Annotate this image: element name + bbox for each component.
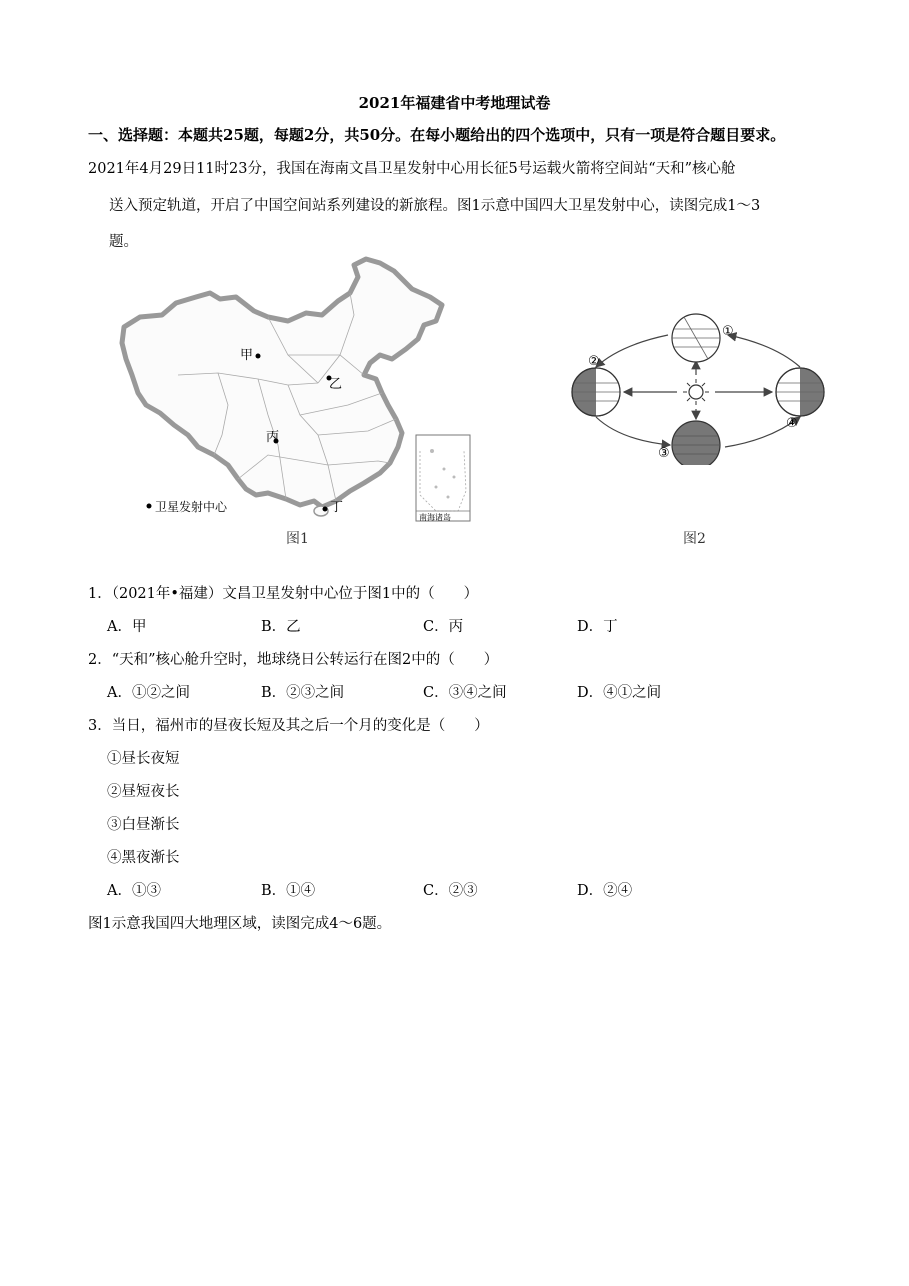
q2-option-d[interactable]: D．④①之间 — [577, 685, 662, 701]
label-pos-3: ③ — [658, 446, 670, 461]
label-jia: 甲 — [240, 348, 254, 363]
legend-text: 卫星发射中心 — [155, 500, 228, 514]
site-ding-dot — [323, 507, 328, 512]
figure-2-orbit — [560, 305, 835, 465]
q2-option-b[interactable]: B．②③之间 — [261, 685, 345, 701]
q3-statement-3: ③白昼渐长 — [107, 817, 180, 833]
earth-position-4 — [776, 368, 824, 416]
earth-position-2 — [572, 368, 620, 416]
label-ding: 丁 — [330, 500, 344, 515]
q1-option-c[interactable]: C．丙 — [423, 619, 464, 635]
legend-dot — [147, 504, 152, 509]
question-3-stem: 3．当日，福州市的昼夜长短及其之后一个月的变化是（ ） — [88, 718, 489, 734]
label-pos-2: ② — [588, 354, 600, 369]
intro-line-2: 送入预定轨道，开启了中国空间站系列建设的新旅程。图1示意中国四大卫星发射中心，读图完成1～3 — [109, 198, 761, 214]
page-title: 2021年福建省中考地理试卷 — [358, 94, 551, 112]
q3-option-a[interactable]: A．①③ — [107, 883, 161, 899]
q2-option-c[interactable]: C．③④之间 — [423, 685, 507, 701]
q3-statement-2: ②昼短夜长 — [107, 784, 180, 800]
earth-position-3 — [672, 421, 720, 465]
label-yi: 乙 — [329, 377, 343, 392]
q1-option-a[interactable]: A．甲 — [107, 619, 147, 635]
intro-line-3: 题。 — [109, 234, 138, 250]
q3-option-d[interactable]: D．②④ — [577, 883, 633, 899]
question-2-stem: 2．“天和”核心舱升空时，地球绕日公转运行在图2中的（ ） — [88, 652, 499, 668]
earth-position-1 — [672, 314, 720, 362]
followup-text: 图1示意我国四大地理区域，读图完成4～6题。 — [88, 916, 392, 932]
figure-1-map — [118, 255, 478, 525]
intro-line-1: 2021年4月29日11时23分，我国在海南文昌卫星发射中心用长征5号运载火箭将空间站“天和”核心舱 — [88, 161, 736, 177]
inset-label: 南海诸岛 — [419, 513, 451, 522]
q3-statement-4: ④黑夜渐长 — [107, 850, 180, 866]
q3-option-b[interactable]: B．①④ — [261, 883, 316, 899]
china-map-svg — [118, 255, 478, 525]
label-pos-1: ① — [722, 324, 734, 339]
question-1-stem: 1．（2021年•福建）文昌卫星发射中心位于图1中的（ ） — [88, 586, 479, 602]
figure-1-caption: 图1 — [286, 531, 309, 547]
figure-2-caption: 图2 — [683, 531, 706, 547]
q1-option-b[interactable]: B．乙 — [261, 619, 301, 635]
label-bing: 丙 — [266, 430, 280, 445]
site-jia-dot — [256, 354, 261, 359]
q2-option-a[interactable]: A．①②之间 — [107, 685, 190, 701]
q3-statement-1: ①昼长夜短 — [107, 751, 180, 767]
q3-option-c[interactable]: C．②③ — [423, 883, 478, 899]
orbit-svg — [560, 305, 835, 465]
section-heading: 一、选择题：本题共25题，每题2分，共50分。在每小题给出的四个选项中，只有一项是符合题目要求。 — [88, 126, 786, 144]
sun — [683, 379, 709, 405]
south-china-sea-inset — [416, 435, 470, 522]
q1-option-d[interactable]: D．丁 — [577, 619, 618, 635]
label-pos-4: ④ — [786, 416, 798, 431]
